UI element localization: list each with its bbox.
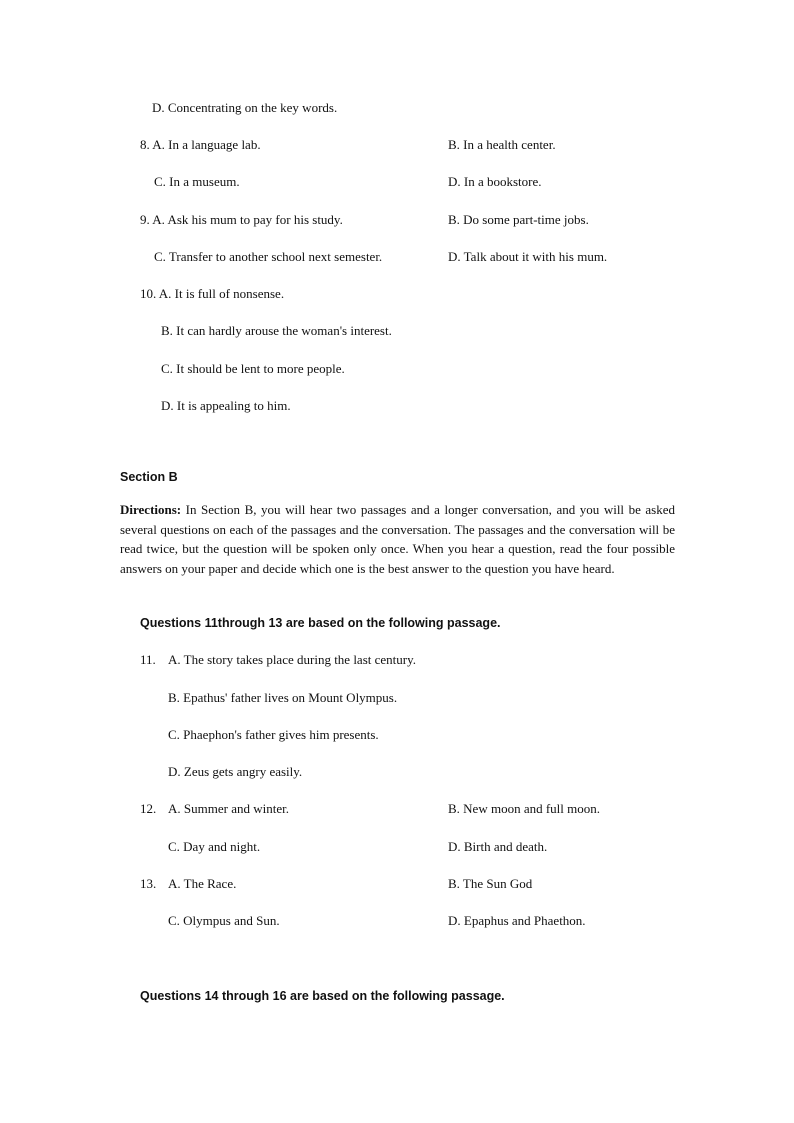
q9-option-d: D. Talk about it with his mum. — [448, 249, 608, 264]
section-b-directions — [120, 500, 675, 578]
q12-option-d: D. Birth and death. — [448, 839, 548, 854]
q10-option-d: D. It is appealing to him. — [161, 398, 291, 413]
q13-option-b: B. The Sun God — [448, 876, 533, 891]
q11-option-c: C. Phaephon's father gives him presents. — [168, 727, 379, 742]
q12-number: 12. — [140, 801, 157, 816]
q8-option-a: 8. A. In a language lab. — [140, 137, 261, 152]
q8-option-c: C. In a museum. — [154, 174, 240, 189]
q8-option-d: D. In a bookstore. — [448, 174, 542, 189]
q9-option-a: 9. A. Ask his mum to pay for his study. — [140, 212, 343, 227]
group-1-heading: Questions 11through 13 are based on the following passage. — [140, 616, 501, 630]
group-2-heading: Questions 14 through 16 are based on the following passage. — [140, 989, 505, 1003]
q12-option-a: A. Summer and winter. — [168, 801, 289, 816]
q8-option-b: B. In a health center. — [448, 137, 556, 152]
q13-number: 13. — [140, 876, 157, 891]
q9-option-b: B. Do some part-time jobs. — [448, 212, 589, 227]
q13-option-a: A. The Race. — [168, 876, 237, 891]
q9-option-c: C. Transfer to another school next semester. — [154, 249, 383, 264]
q12-option-c: C. Day and night. — [168, 839, 261, 854]
section-b-title: Section B — [120, 470, 178, 484]
q13-option-d: D. Epaphus and Phaethon. — [448, 913, 586, 928]
q11-number: 11. — [140, 652, 156, 667]
q12-option-b: B. New moon and full moon. — [448, 801, 601, 816]
q10-option-a: 10. A. It is full of nonsense. — [140, 286, 285, 301]
q10-option-c: C. It should be lent to more people. — [161, 361, 345, 376]
q11-option-a: A. The story takes place during the last century. — [168, 652, 417, 667]
q11-option-b: B. Epathus' father lives on Mount Olympus. — [168, 690, 398, 705]
directions-text: In Section B, you will hear two passages and a longer conversation, and you will be asked several questions on each of the passages and the conversation. The passages and the conversation will be read twice, but the question will be spoken only once. When you hear a question, read the four possible answers on your paper and decide which one is the best answer to the question you have heard. — [120, 502, 675, 576]
q10-option-b: B. It can hardly arouse the woman's interest. — [161, 323, 392, 338]
directions-label: Directions: — [120, 502, 182, 517]
q11-option-d: D. Zeus gets angry easily. — [168, 764, 303, 779]
q13-option-c: C. Olympus and Sun. — [168, 913, 280, 928]
q7-option-d: D. Concentrating on the key words. — [152, 100, 338, 115]
